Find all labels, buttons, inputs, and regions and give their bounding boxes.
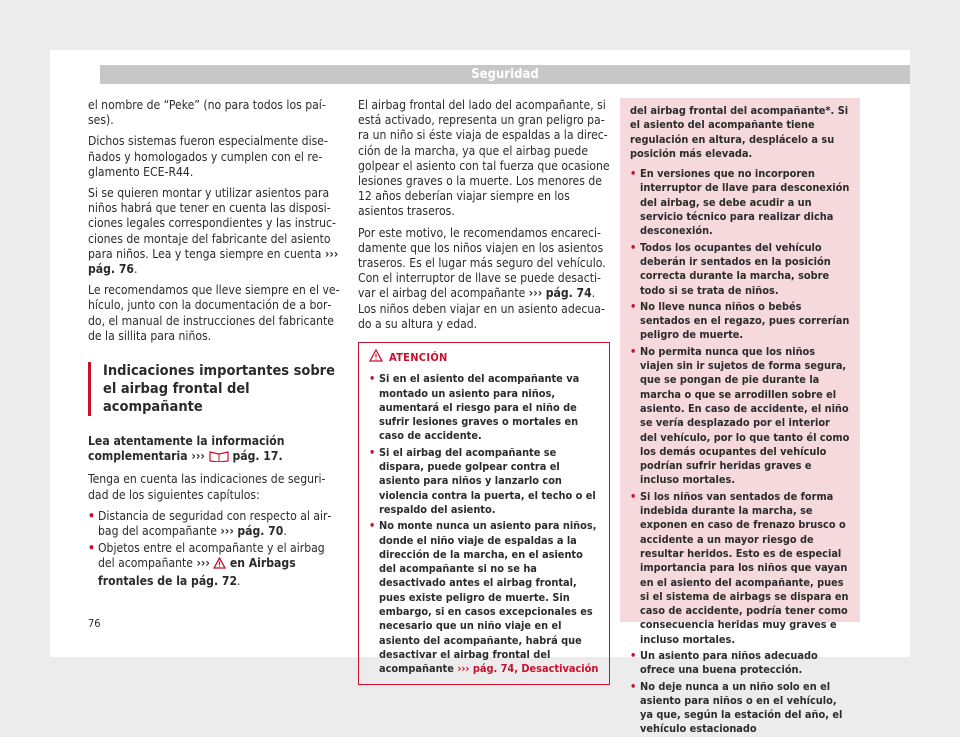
warning-list — [369, 372, 599, 676]
reference-arrow: ››› — [220, 524, 234, 539]
column-middle — [358, 98, 610, 685]
warning-intro: del airbag frontal del acompañante*. Si el asiento del acompañante tiene regulación en altura, desplácelo a su posición más elevada. — [630, 104, 849, 160]
warning-item-text: No monte nunca un asiento para niños, donde el niño viaje de espaldas a la dirección de la marcha, en el asiento del acompañante si no se ha desactivado antes el airbag frontal, pues existe peligro de muerte. Sin embargo, si en casos excepcionales es necesario que un niño viaje en el asiento del acompañante, habrá que desactivar el airbag frontal del acompañante — [379, 519, 597, 676]
paragraph-text: Por este motivo, le recomendamos encarecidamente que los niños viajen en los asientos traseros. Es el lugar más seguro del vehículo. Con el interruptor de llave se puede desactivar el airbag del acompañante — [358, 225, 606, 301]
warning-item-text: No deje nunca a un niño solo en el asiento para niños o en el vehículo, ya que, según la estación del año, el vehículo estacionado — [640, 679, 843, 736]
warning-header — [359, 343, 609, 372]
warning-item — [369, 446, 599, 517]
list-item-end: . — [237, 573, 241, 588]
section-heading: Indicaciones importantes sobre el airbag frontal del acompañante — [88, 362, 340, 416]
page-reference-link[interactable]: pág. 17 — [232, 449, 279, 464]
warning-item — [630, 649, 850, 678]
warning-item-text: En versiones que no incorporen interruptor de llave para desconexión del airbag, se debe acudir a un servicio técnico para realizar dicha desconexión. — [640, 167, 850, 238]
warning-body — [359, 372, 609, 684]
manual-page — [50, 50, 910, 736]
page-reference-link[interactable]: pág. 76 — [88, 262, 134, 277]
paragraph — [358, 226, 610, 332]
paragraph: Tenga en cuenta las indicaciones de seguridad de los siguientes capítulos: — [88, 472, 326, 502]
bullet-icon: • — [369, 445, 376, 459]
page-reference-link[interactable]: en Airbags frontales de la pág. 72 — [98, 556, 296, 588]
reference-arrow: ››› — [528, 286, 543, 301]
paragraph: Dichos sistemas fueron especialmente diseñados y homologados y cumplen con el reglamento ECE-R44. — [88, 134, 328, 179]
list-item — [88, 509, 340, 539]
reference-arrow: ››› — [191, 449, 205, 464]
warning-triangle-icon — [369, 349, 383, 366]
bullet-icon: • — [630, 648, 637, 662]
warning-item — [369, 519, 599, 676]
warning-item — [630, 241, 850, 298]
paragraph-text: Si se quieren montar y utilizar asientos para niños habrá que tener en cuenta las disposiciones legales correspondientes y las instrucciones de montaje del fabricante del asiento para niños. Lea y tenga siempre en cuenta — [88, 186, 336, 261]
bullet-icon: • — [630, 299, 637, 313]
warning-item-text: No lleve nunca niños o bebés sentados en el regazo, pues correrían peligro de muerte. — [640, 299, 850, 342]
list-item — [88, 541, 340, 589]
page-reference-link[interactable]: pág. 74 — [545, 286, 592, 301]
warning-item-text: Si los niños van sentados de forma indebida durante la marcha, se exponen en caso de frenazo brusco o accidente a un mayor riesgo de resultar heridos. Esto es de especial importancia para los niños que vayan en el asiento del acompañante, pues si el sistema de airbags se dispara en caso de accidente, podría tener como consecuencia heridas muy graves e incluso mortales. — [640, 489, 849, 646]
warning-item — [630, 345, 850, 488]
warning-item-text: Si el airbag del acompañante se dispara, puede golpear contra el asiento para niños y lanzarlo con violencia contra la puerta, el techo o el respaldo del asiento. — [379, 445, 596, 516]
reference-arrow: ››› — [457, 662, 470, 676]
warning-item — [630, 490, 850, 647]
bullet-icon: • — [630, 344, 637, 358]
warning-triangle-icon — [213, 557, 226, 573]
list-item-end: . — [283, 524, 287, 539]
column-left — [88, 98, 340, 591]
warning-item — [630, 680, 850, 737]
reference-arrow: ››› — [324, 246, 339, 261]
book-icon — [209, 450, 229, 466]
list-item-text: Objetos entre el acompañante y el airbag del acompañante — [98, 541, 325, 571]
bullet-icon: • — [630, 167, 637, 181]
list-item-text: Distancia de seguridad con respecto al airbag del acompañante — [98, 508, 332, 539]
reference-arrow: ››› — [196, 556, 210, 571]
section-header: Seguridad — [100, 65, 910, 84]
warning-item — [630, 300, 850, 343]
paragraph: el nombre de “Peke” (no para todos los países). — [88, 98, 326, 128]
page-number: 76 — [88, 617, 101, 630]
warning-item-text: No permita nunca que los niños viajen sin ir sujetos de forma segura, que se pongan de pie durante la marcha o que se arrodillen sobre el asiento. En caso de accidente, el niño se vería desplazado por el interior del vehículo, por lo que tanto él como los demás ocupantes del vehículo podrían sufrir heridas graves e incluso mortales. — [640, 344, 850, 487]
warning-list — [630, 167, 850, 737]
paragraph-end: . Los niños deben viajar en un asiento adecuado a su altura y edad. — [358, 286, 605, 331]
paragraph: El airbag frontal del lado del acompañante, si está activado, representa un gran peligro para un niño si éste viaja de espaldas a la dirección de la marcha, ya que el airbag puede golpear el asiento con tal fuerza que ocasione lesiones graves o la muerte. Los menores de 12 años deberían viajar siempre en los asientos traseros. — [358, 98, 610, 219]
warning-item — [630, 167, 850, 238]
page-reference-link[interactable]: pág. 70 — [237, 524, 284, 539]
warning-item-text: Todos los ocupantes del vehículo deberán ir sentados en la posición correcta durante la marcha, sobre todo si se trata de niños. — [640, 240, 831, 297]
warning-title: ATENCIÓN — [389, 351, 448, 365]
page-reference-link[interactable]: pág. 74, Desactivación — [472, 662, 599, 676]
column-right — [620, 98, 860, 736]
warning-item — [369, 372, 599, 443]
paragraph-end: . — [133, 262, 138, 277]
bullet-list — [88, 509, 340, 589]
warning-continuation-box — [620, 98, 860, 736]
bullet-icon: • — [630, 679, 637, 693]
warning-item-text: Si en el asiento del acompañante va montado un asiento para niños, aumentará el riesgo para el niño de sufrir lesiones graves o mortales en caso de accidente. — [379, 372, 580, 443]
paragraph — [88, 186, 340, 277]
paragraph: Le recomendamos que lleve siempre en el vehículo, junto con la documentación de a bordo, el manual de instrucciones del fabricante de la sillita para niños. — [88, 283, 340, 343]
bullet-icon: • — [88, 508, 95, 523]
bullet-icon: • — [369, 372, 376, 386]
bullet-icon: • — [369, 519, 376, 533]
warning-item-text: Un asiento para niños adecuado ofrece una buena protección. — [640, 648, 818, 677]
bullet-icon: • — [630, 489, 637, 503]
paragraph — [88, 434, 340, 466]
paragraph-text: Lea atentamente la información complementaria — [88, 434, 285, 464]
warning-box — [358, 342, 610, 685]
paragraph-end: . — [278, 449, 283, 464]
bullet-icon: • — [88, 541, 95, 556]
bullet-icon: • — [630, 240, 637, 254]
